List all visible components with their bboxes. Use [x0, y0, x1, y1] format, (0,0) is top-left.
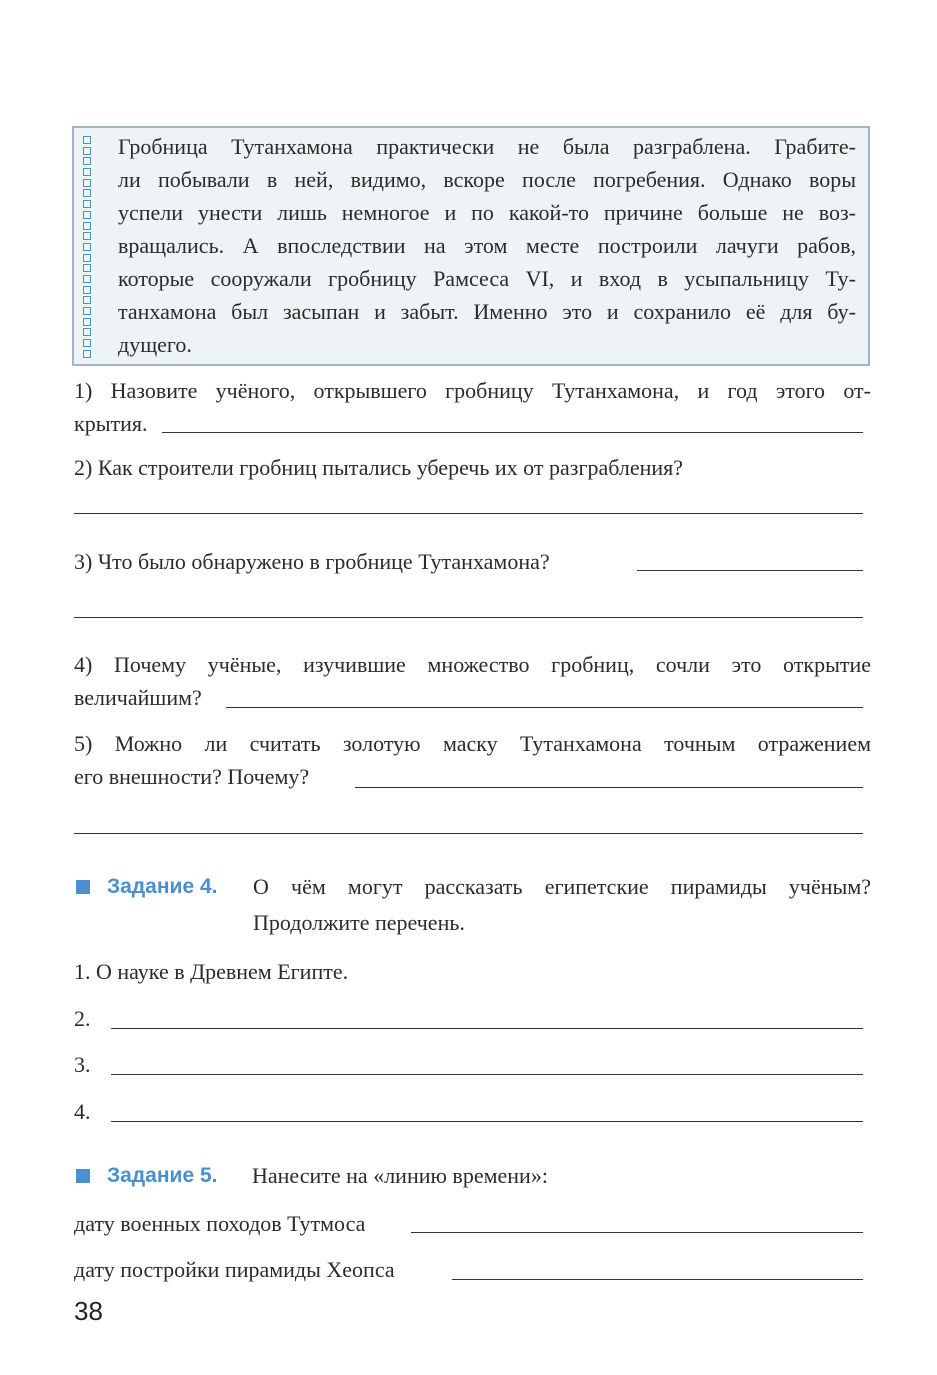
question-5-line-2: его внешности? Почему? [74, 764, 310, 789]
task-5-label: Задание 5. [107, 1164, 218, 1187]
task-5-item-1: дату военных походов Тутмоса [74, 1211, 366, 1236]
answer-line-task4-3[interactable] [111, 1074, 863, 1075]
answer-line-q3-b[interactable] [74, 617, 863, 618]
task-4-item-3-number: 3. [74, 1052, 91, 1077]
info-box [72, 126, 870, 366]
task-4-label: Задание 4. [107, 875, 218, 898]
decorative-squares-strip [82, 136, 96, 358]
task-4-marker-icon [76, 880, 90, 894]
task-5-text: Нанесите на «линию времени»: [252, 1163, 548, 1188]
info-box-text [118, 130, 856, 361]
info-line: которые сооружали гробницу Рамсеса VI, и вход в усыпальницу Ту- [118, 266, 856, 291]
question-5-line-1: 5) Можно ли считать золотую маску Тутанхамона точным отражением [74, 731, 871, 756]
info-line: дущего. [118, 332, 192, 357]
answer-line-q3-a[interactable] [637, 570, 863, 571]
task-4-text-line-2: Продолжите перечень. [253, 910, 465, 935]
question-2: 2) Как строители гробниц пытались уберечь их от разграбления? [74, 455, 684, 480]
task-5-marker-icon [76, 1169, 90, 1183]
answer-line-task5-1[interactable] [411, 1232, 863, 1233]
answer-line-q5-b[interactable] [74, 833, 863, 834]
info-line: успели унести лишь немногое и по какой-то причине больше не воз- [118, 200, 856, 225]
page-number: 38 [74, 1296, 103, 1326]
answer-line-task4-2[interactable] [111, 1028, 863, 1029]
info-line: танхамона был засыпан и забыт. Именно это и сохранило её для бу- [118, 299, 856, 324]
task-4-item-1: 1. О науке в Древнем Египте. [74, 959, 349, 984]
answer-line-q1[interactable] [162, 432, 863, 433]
question-4-line-1: 4) Почему учёные, изучившие множество гробниц, сочли это открытие [74, 652, 871, 677]
answer-line-q5-a[interactable] [355, 787, 863, 788]
info-line: ли побывали в ней, видимо, вскоре после погребения. Однако воры [118, 167, 856, 192]
task-4-item-4-number: 4. [74, 1099, 91, 1124]
question-3: 3) Что было обнаружено в гробнице Тутанхамона? [74, 549, 550, 574]
answer-line-q4[interactable] [226, 707, 863, 708]
info-line: вращались. А впоследствии на этом месте построили лачуги рабов, [118, 233, 856, 258]
answer-line-q2[interactable] [74, 513, 863, 514]
question-4-line-2: величайшим? [74, 685, 202, 710]
task-4-item-2-number: 2. [74, 1006, 91, 1031]
task-4-text-line-1: О чём могут рассказать египетские пирамиды учёным? [253, 874, 871, 899]
task-5-item-2: дату постройки пирамиды Хеопса [74, 1257, 395, 1282]
info-line: Гробница Тутанхамона практически не была разграблена. Грабите- [118, 134, 856, 159]
answer-line-task5-2[interactable] [452, 1279, 863, 1280]
question-1-line-2: крытия. [74, 411, 148, 436]
question-1-line-1: 1) Назовите учёного, открывшего гробницу Тутанхамона, и год этого от- [74, 378, 871, 403]
answer-line-task4-4[interactable] [111, 1121, 863, 1122]
